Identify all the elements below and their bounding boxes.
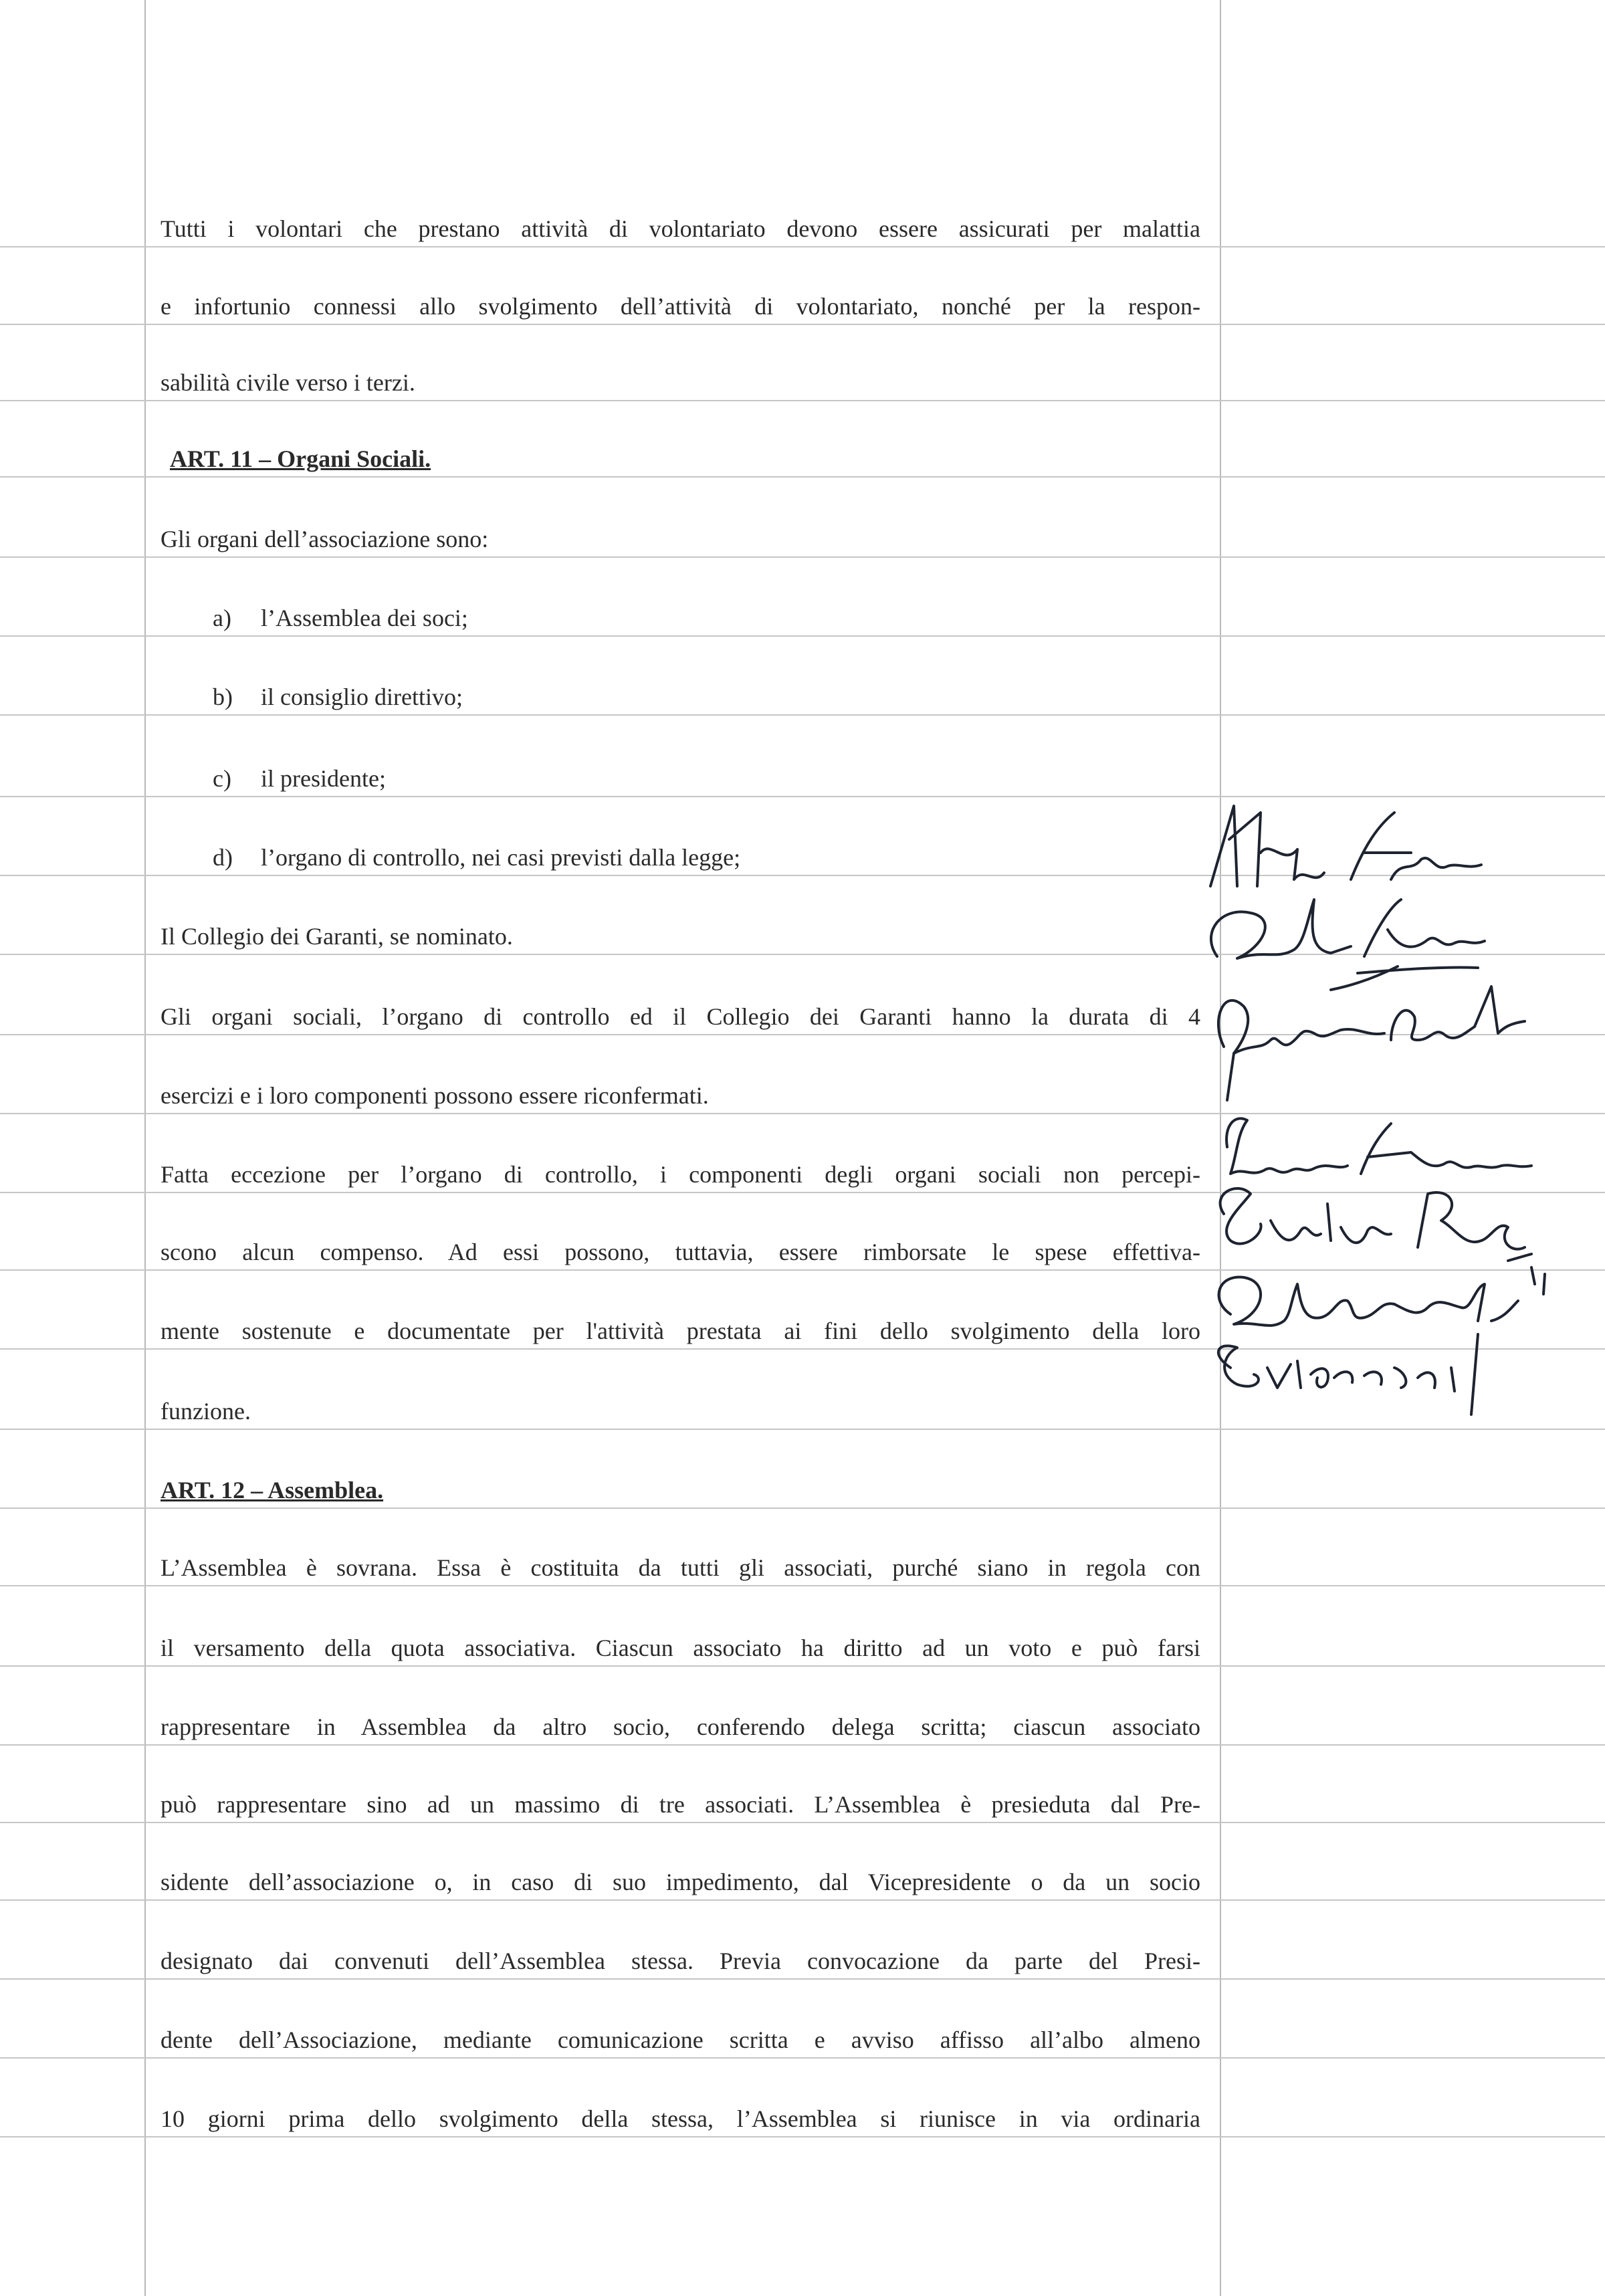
text-line: Fatta eccezione per l’organo di controllo, i componenti degli organi sociali non percepi- xyxy=(160,1161,1200,1188)
list-item-label: c) xyxy=(213,765,231,792)
list-item xyxy=(213,841,1200,873)
list-item-text: il consiglio direttivo; xyxy=(261,684,463,710)
text-line: può rappresentare sino ad un massimo di tre associati. L’Assemblea è presieduta dal Pre- xyxy=(160,1791,1200,1818)
list-item-text: l’organo di controllo, nei casi previsti dalla legge; xyxy=(261,844,741,871)
list-item xyxy=(213,762,1200,795)
signatures-block xyxy=(1197,786,1572,1508)
text-line: Gli organi dell’associazione sono: xyxy=(160,526,489,552)
text-line: sabilità civile verso i terzi. xyxy=(160,369,415,396)
handwritten-signature xyxy=(1394,1267,1545,1321)
ruled-line xyxy=(0,635,1605,637)
ruled-line xyxy=(0,476,1605,478)
ruled-line xyxy=(0,2057,1605,2059)
ruled-line xyxy=(0,324,1605,325)
handwritten-signature xyxy=(1361,1124,1531,1174)
handwritten-signature xyxy=(1226,1118,1348,1174)
text-line: L’Assemblea è sovrana. Essa è costituita da tutti gli associati, purché siano in regola con xyxy=(160,1554,1200,1581)
text-line: 10 giorni prima dello svolgimento della stessa, l’Assemblea si riunisce in via ordinaria xyxy=(160,2105,1200,2132)
text-line: sidente dell’associazione o, in caso di suo impedimento, dal Vicepresidente o da un socio xyxy=(160,1869,1200,1895)
handwritten-signature xyxy=(1211,900,1351,958)
handwritten-signature xyxy=(1218,1001,1384,1053)
ruled-line xyxy=(0,1585,1605,1586)
text-line: funzione. xyxy=(160,1398,251,1425)
handwritten-signature xyxy=(1418,1192,1531,1261)
list-item-label: a) xyxy=(213,605,231,631)
list-item-label: b) xyxy=(213,684,233,710)
text-line: Il Collegio dei Garanti, se nominato. xyxy=(160,923,513,950)
text-line: dente dell’Associazione, mediante comunicazione scritta e avviso affisso all’albo almeno xyxy=(160,2026,1200,2053)
ruled-line xyxy=(0,246,1605,247)
text-line: Tutti i volontari che prestano attività di volontariato devono essere assicurati per malattia xyxy=(160,215,1200,242)
ruled-line xyxy=(0,714,1605,716)
handwritten-signature xyxy=(1218,1346,1455,1391)
text-line: mente sostenute e documentate per l'attività prestata ai fini dello svolgimento della loro xyxy=(160,1318,1200,1344)
handwritten-signature xyxy=(1471,1334,1478,1415)
list-item-label: d) xyxy=(213,844,233,871)
article-heading: ART. 11 – Organi Sociali. xyxy=(170,445,431,472)
text-line: Gli organi sociali, l’organo di controllo ed il Collegio dei Garanti hanno la durata di 4 xyxy=(160,1003,1200,1030)
ruled-line xyxy=(0,556,1605,558)
text-line: scono alcun compenso. Ad essi possono, tuttavia, essere rimborsate le spese effettiva- xyxy=(160,1239,1200,1265)
list-item xyxy=(213,681,1200,713)
ruled-line xyxy=(0,400,1605,401)
handwritten-signature xyxy=(1210,806,1324,886)
text-line: il versamento della quota associativa. Ciascun associato ha diritto ad un voto e può farsi xyxy=(160,1635,1200,1661)
handwritten-signature xyxy=(1331,900,1485,990)
ruled-line xyxy=(0,2136,1605,2137)
handwritten-signature xyxy=(1220,1188,1391,1244)
ruled-line xyxy=(0,1822,1605,1823)
text-line: rappresentare in Assemblea da altro socio, conferendo delega scritta; ciascun associato xyxy=(160,1713,1200,1740)
list-item-text: il presidente; xyxy=(261,765,386,792)
list-item xyxy=(213,602,1200,634)
text-line: designato dai convenuti dell’Assemblea stessa. Previa convocazione da parte del Presi- xyxy=(160,1948,1200,1974)
left-margin-line xyxy=(144,0,146,2296)
list-item-text: l’Assemblea dei soci; xyxy=(261,605,468,631)
text-line: e infortunio connessi allo svolgimento dell’attività di volontariato, nonché per la respon- xyxy=(160,293,1200,320)
ruled-line xyxy=(0,1744,1605,1746)
article-heading: ART. 12 – Assemblea. xyxy=(160,1477,384,1503)
text-line: esercizi e i loro componenti possono essere riconfermati. xyxy=(160,1082,709,1109)
ruled-line xyxy=(0,1899,1605,1901)
handwritten-signature xyxy=(1351,813,1481,879)
ruled-line xyxy=(0,1978,1605,1980)
ruled-line xyxy=(0,1665,1605,1667)
handwritten-signature xyxy=(1219,1277,1394,1326)
handwritten-signature xyxy=(1227,986,1525,1100)
